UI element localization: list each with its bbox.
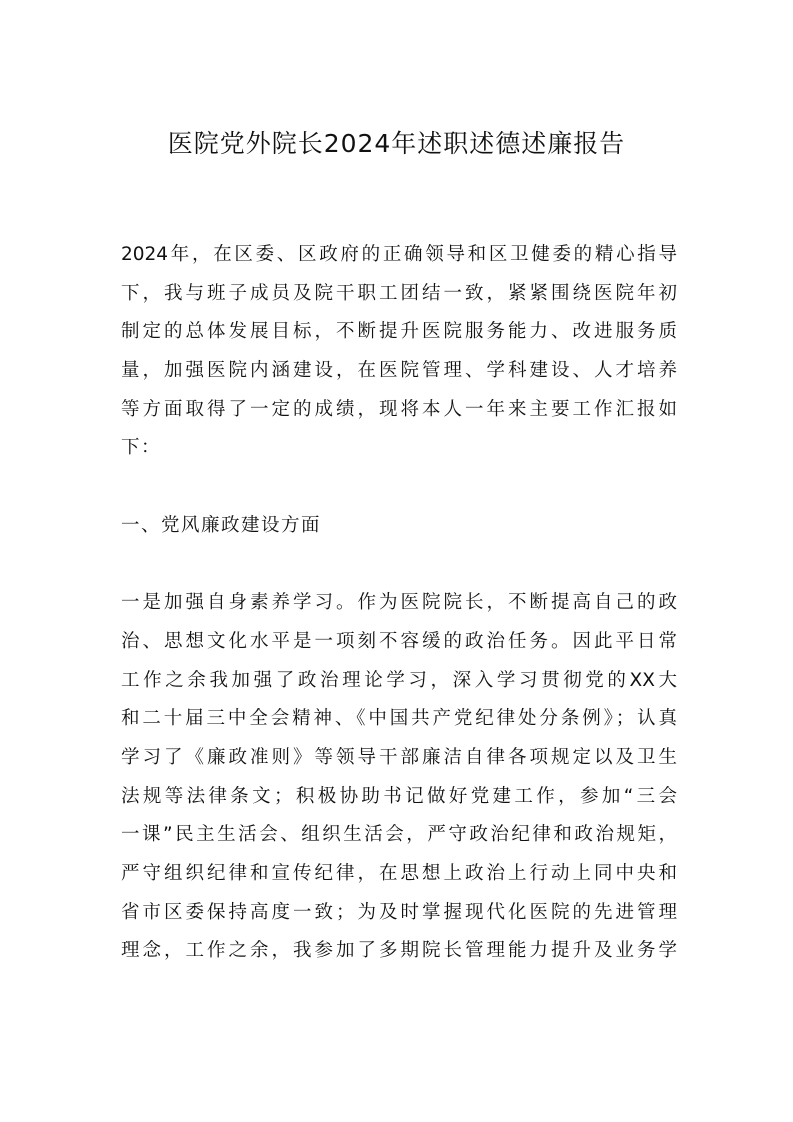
section-line: 一课”民主生活会、组织生活会，严守政治纪律和政治规矩， xyxy=(121,824,677,846)
paragraph-spacer xyxy=(121,546,677,585)
intro-line: 下，我与班子成员及院干职工团结一致，紧紧围绕医院年初 xyxy=(121,282,677,304)
section-line: 治、思想文化水平是一项刻不容缓的政治任务。因此平日常 xyxy=(121,630,677,652)
section-line: 一是加强自身素养学习。作为医院院长，不断提高自己的政 xyxy=(121,592,677,614)
section-paragraph xyxy=(121,584,677,971)
section-line: 省市区委保持高度一致；为及时掌握现代化医院的先进管理 xyxy=(121,901,677,923)
intro-line: 2024年，在区委、区政府的正确领导和区卫健委的精心指导 xyxy=(121,244,677,265)
document-title: 医院党外院长2024年述职述德述廉报告 xyxy=(167,129,626,158)
section-line: 学习了《廉政准则》等领导干部廉洁自律各项规定以及卫生 xyxy=(121,746,677,768)
paragraph-spacer xyxy=(121,468,677,507)
intro-line: 等方面取得了一定的成绩，现将本人一年来主要工作汇报如 xyxy=(121,398,677,420)
section-line: 严守组织纪律和宣传纪律，在思想上政治上行动上同中央和 xyxy=(121,863,677,884)
section-line: 和二十届三中全会精神、《中国共产党纪律处分条例》；认真 xyxy=(121,708,677,730)
intro-paragraph xyxy=(121,236,677,468)
intro-line: 量，加强医院内涵建设，在医院管理、学科建设、人才培养 xyxy=(121,360,677,382)
document-body xyxy=(121,236,677,971)
section-heading: 一、党风廉政建设方面 xyxy=(121,514,322,536)
section-line: 理念，工作之余，我参加了多期院长管理能力提升及业务学 xyxy=(121,940,677,962)
intro-line: 下： xyxy=(121,437,162,459)
intro-line: 制定的总体发展目标，不断提升医院服务能力、改进服务质 xyxy=(121,321,677,343)
section-line: 法规等法律条文；积极协助书记做好党建工作，参加“三会 xyxy=(121,785,677,807)
section-line: 工作之余我加强了政治理论学习，深入学习贯彻党的XX大 xyxy=(121,669,677,691)
